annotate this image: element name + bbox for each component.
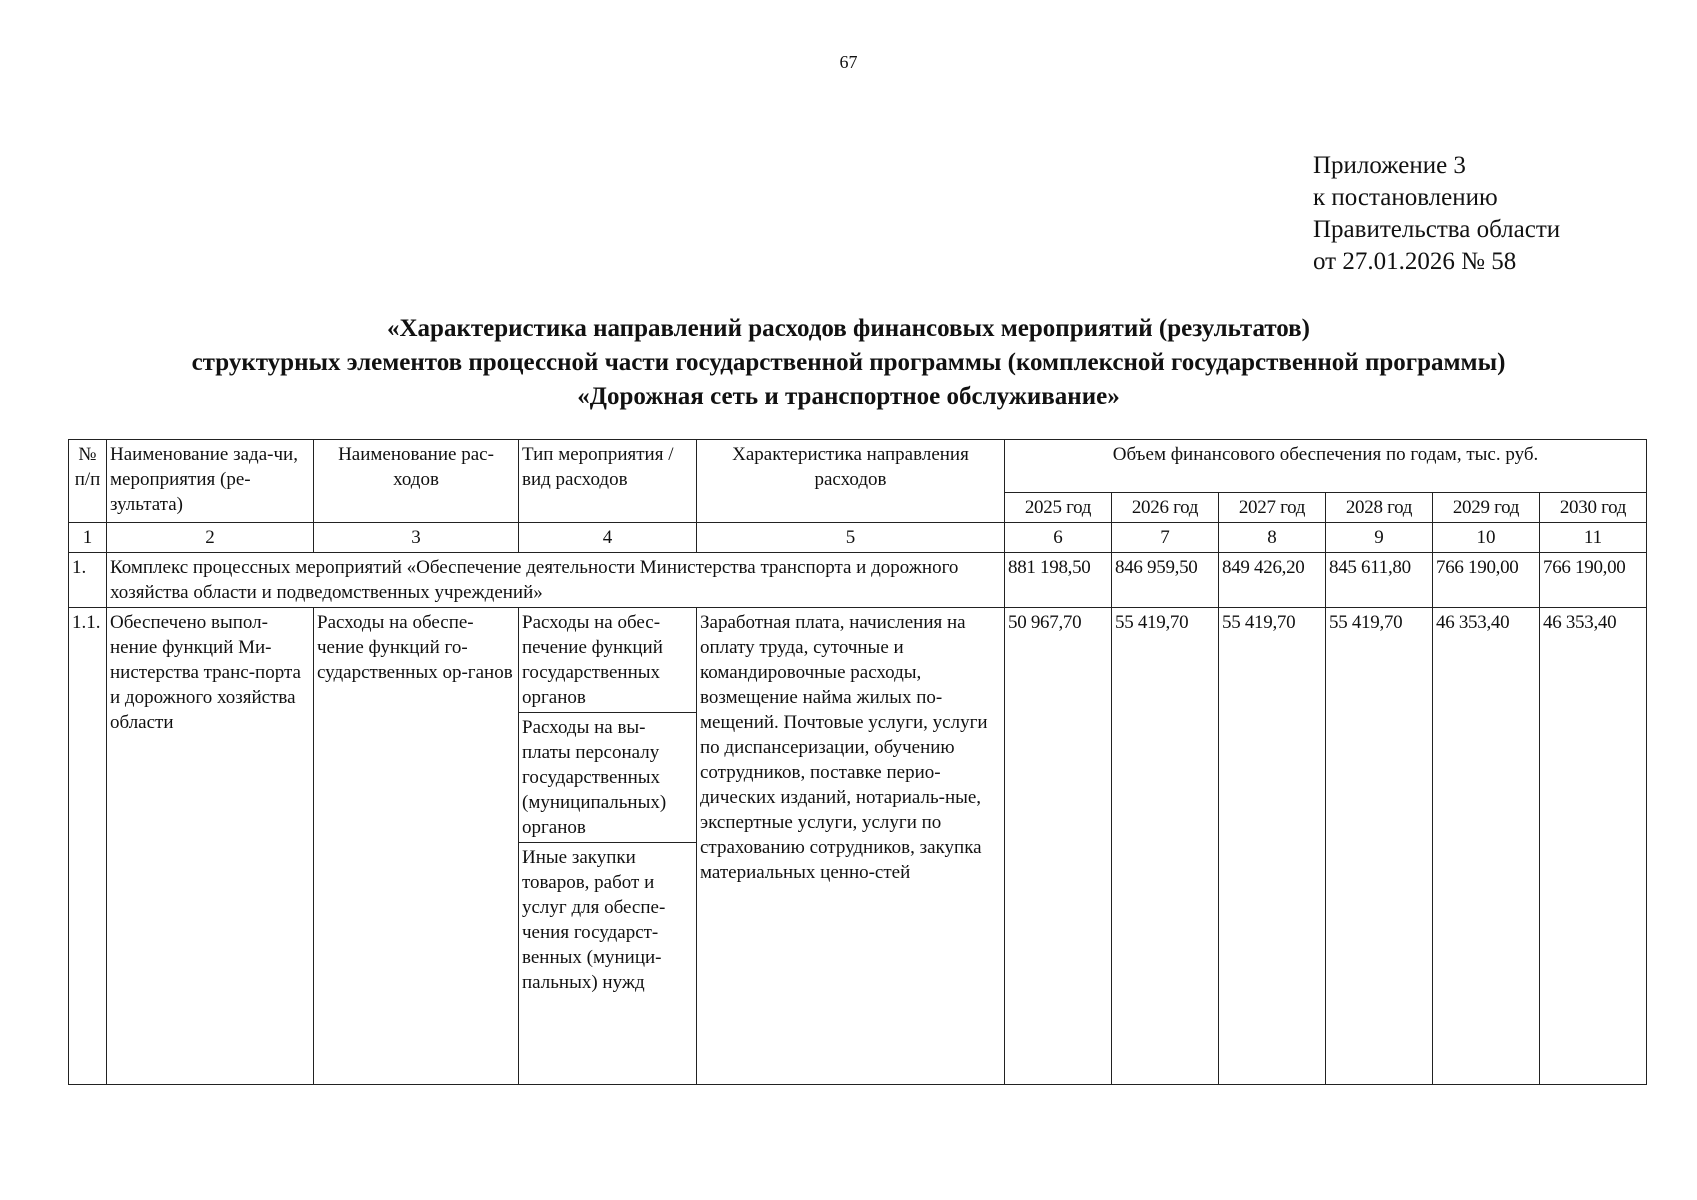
- column-number: 7: [1112, 523, 1219, 553]
- column-number: 11: [1540, 523, 1647, 553]
- header-year: 2027 год: [1219, 493, 1326, 523]
- column-number: 1: [69, 523, 107, 553]
- row-num: 1.: [69, 553, 107, 608]
- appendix-line: Приложение 3: [1313, 152, 1466, 179]
- expense-characteristic: Заработная плата, начисления на оплату труда, суточные и командировочные расходы, возмещение найма жилых по-мещений. Почтовые услуги, услуги по диспансеризации, обучению сотрудников, поставке перио-дических изданий, нотариаль-ные, экспертные услуги, услуги по страхованию сотрудников, закупка материальных ценно-стей: [697, 608, 1005, 1085]
- expense-type: Расходы на вы-платы персоналу государственных (муниципальных) органов: [519, 713, 696, 843]
- header-characteristic: Характеристика направления расходов: [697, 440, 1005, 523]
- document-title: [60, 312, 1637, 414]
- value-2025: 50 967,70: [1005, 608, 1112, 1085]
- header-year: 2028 год: [1326, 493, 1433, 523]
- table-row: [69, 553, 1647, 608]
- column-number: 3: [314, 523, 519, 553]
- expense-type: Иные закупки товаров, работ и услуг для обеспе-чения государст-венных (муници-пальных) нужд: [522, 847, 666, 993]
- column-number: 2: [107, 523, 314, 553]
- value-2026: 55 419,70: [1112, 608, 1219, 1085]
- table-row: [69, 608, 1647, 1085]
- value-2030: 766 190,00: [1540, 553, 1647, 608]
- header-year: 2026 год: [1112, 493, 1219, 523]
- column-number: 6: [1005, 523, 1112, 553]
- expense-name: Расходы на обеспе-чение функций го-сударственных ор-ганов: [314, 608, 519, 1085]
- header-funding: Объем финансового обеспечения по годам, тыс. руб.: [1005, 440, 1647, 493]
- value-2027: 55 419,70: [1219, 608, 1326, 1085]
- column-number: 4: [519, 523, 697, 553]
- header-year: 2029 год: [1433, 493, 1540, 523]
- value-2029: 46 353,40: [1433, 608, 1540, 1085]
- complex-name: Комплекс процессных мероприятий «Обеспечение деятельности Министерства транспорта и дорожного хозяйства области и подведомственных учреждений»: [107, 553, 1005, 608]
- value-2025: 881 198,50: [1005, 553, 1112, 608]
- column-number: 9: [1326, 523, 1433, 553]
- value-2028: 55 419,70: [1326, 608, 1433, 1085]
- header-expense-name: Наименование рас-ходов: [314, 440, 519, 523]
- value-2026: 846 959,50: [1112, 553, 1219, 608]
- column-number: 5: [697, 523, 1005, 553]
- value-2030: 46 353,40: [1540, 608, 1647, 1085]
- header-task: Наименование зада-чи, мероприятия (ре-зультата): [107, 440, 314, 523]
- column-number: 8: [1219, 523, 1326, 553]
- header-year: 2030 год: [1540, 493, 1647, 523]
- appendix-line: Правительства области: [1313, 216, 1561, 243]
- expense-types: [519, 608, 697, 1085]
- header-year: 2025 год: [1005, 493, 1112, 523]
- value-2027: 849 426,20: [1219, 553, 1326, 608]
- title-line: «Характеристика направлений расходов финансовых мероприятий (результатов): [387, 315, 1310, 342]
- title-line: «Дорожная сеть и транспортное обслуживание»: [577, 383, 1120, 410]
- appendix-line: к постановлению: [1313, 184, 1498, 211]
- column-number: 10: [1433, 523, 1540, 553]
- task-name: Обеспечено выпол-нение функций Ми-нистерства транс-порта и дорожного хозяйства области: [107, 608, 314, 1085]
- value-2028: 845 611,80: [1326, 553, 1433, 608]
- header-type: Тип мероприятия / вид расходов: [519, 440, 697, 523]
- expenses-table: [68, 439, 1647, 1085]
- title-line: структурных элементов процессной части государственной программы (комплексной государственной программы): [191, 349, 1506, 376]
- header-num: № п/п: [69, 440, 107, 523]
- page-number: 67: [839, 52, 858, 72]
- expense-type: Расходы на обес-печение функций государственных органов: [519, 608, 696, 713]
- appendix-line: от 27.01.2026 № 58: [1313, 248, 1517, 275]
- row-num: 1.1.: [69, 608, 107, 1085]
- value-2029: 766 190,00: [1433, 553, 1540, 608]
- appendix-block: [1313, 150, 1560, 278]
